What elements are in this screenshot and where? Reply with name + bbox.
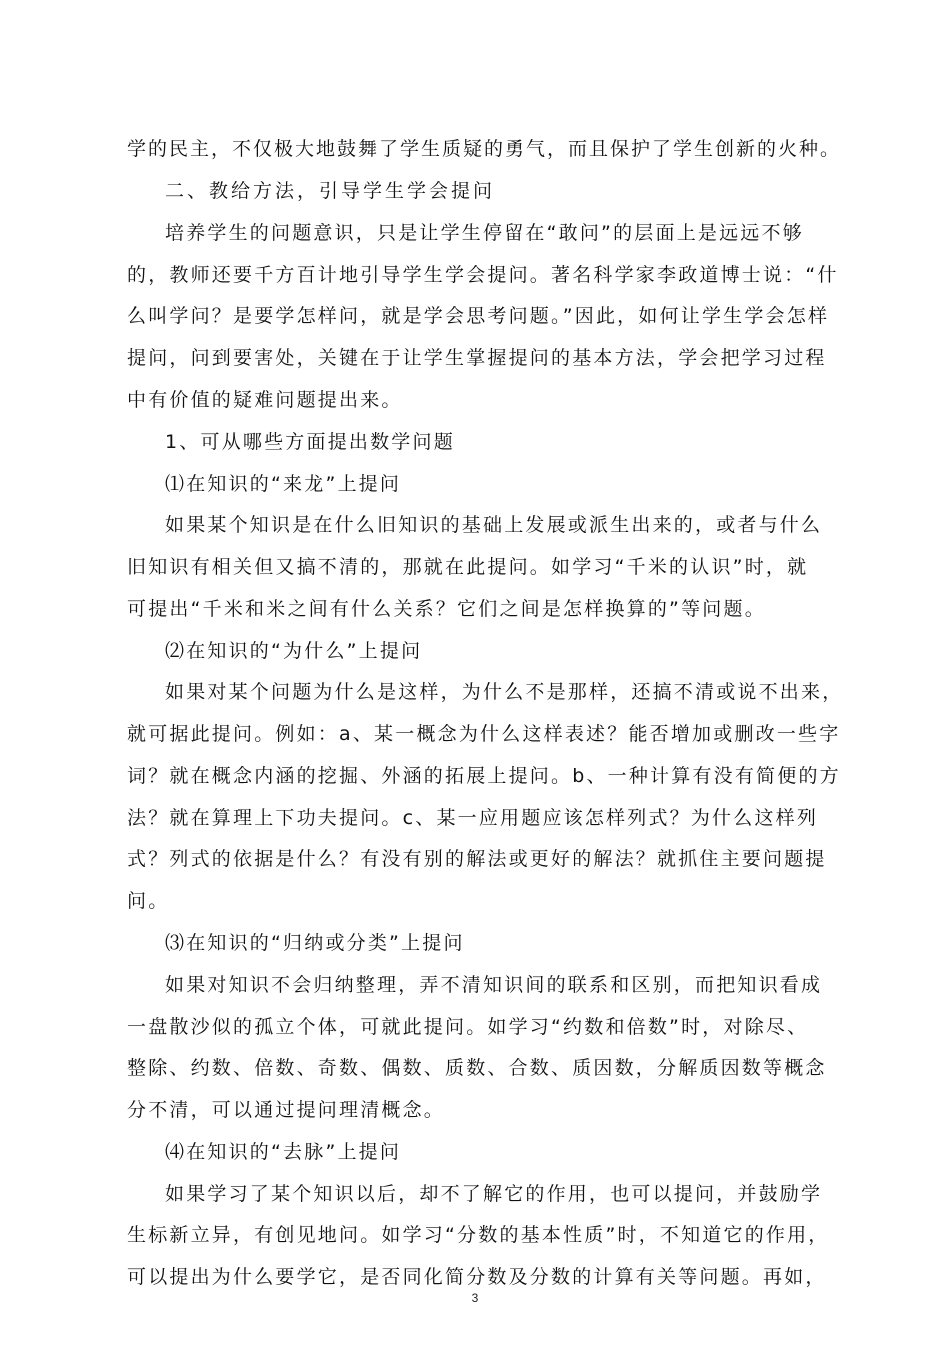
text-line-19: 问。 xyxy=(127,890,170,912)
text-line-15: 就可据此提问。例如：a、某一概念为什么这样表述？能否增加或删改一些字 xyxy=(127,723,841,745)
text-line-22: 一盘散沙似的孤立个体，可就此提问。如学习“约数和倍数”时，对除尽、 xyxy=(127,1016,809,1038)
text-line-21: 如果对知识不会归纳整理，弄不清知识间的联系和区别，而把知识看成 xyxy=(165,974,823,996)
text-line-23: 整除、约数、倍数、奇数、偶数、质数、合数、质因数，分解质因数等概念 xyxy=(127,1057,827,1079)
text-line-26: 如果学习了某个知识以后，却不了解它的作用，也可以提问，并鼓励学 xyxy=(165,1183,823,1205)
subheading-1: 1、可从哪些方面提出数学问题 xyxy=(165,431,455,453)
text-line-28: 可以提出为什么要学它，是否同化简分数及分数的计算有关等问题。再如， xyxy=(127,1266,827,1288)
text-line-24: 分不清，可以通过提问理清概念。 xyxy=(127,1099,446,1121)
text-line-14: 如果对某个问题为什么是这样，为什么不是那样，还搞不清或说不出来， xyxy=(165,681,844,703)
subheading-1-4: ⑷在知识的“去脉”上提问 xyxy=(165,1141,402,1163)
text-line-27: 生标新立异，有创见地问。如学习“分数的基本性质”时，不知道它的作用， xyxy=(127,1224,830,1246)
text-line-7: 中有价值的疑难问题提出来。 xyxy=(127,389,403,411)
text-line-18: 式？列式的依据是什么？有没有别的解法或更好的解法？就抓住主要问题提 xyxy=(127,848,827,870)
subheading-1-3: ⑶在知识的“归纳或分类”上提问 xyxy=(165,932,465,954)
text-line-3: 培养学生的问题意识，只是让学生停留在“敢问”的层面上是远远不够 xyxy=(165,222,804,244)
text-line-16: 词？就在概念内涵的挖掘、外涵的拓展上提问。b、一种计算有没有简便的方 xyxy=(127,765,841,787)
text-line-10: 如果某个知识是在什么旧知识的基础上发展或派生出来的，或者与什么 xyxy=(165,514,823,536)
section-heading: 二、教给方法，引导学生学会提问 xyxy=(165,180,496,202)
text-line-6: 提问，问到要害处，关键在于让学生掌握提问的基本方法，学会把学习过程 xyxy=(127,347,827,369)
text-line-5: 么叫学问？是要学怎样问，就是学会思考问题。”因此，如何让学生学会怎样 xyxy=(127,305,830,327)
subheading-1-1: ⑴在知识的“来龙”上提问 xyxy=(165,473,402,495)
text-line-1: 学的民主，不仅极大地鼓舞了学生质疑的勇气，而且保护了学生创新的火种。 xyxy=(127,138,842,160)
text-line-11: 旧知识有相关但又搞不清的，那就在此提问。如学习“千米的认识”时，就 xyxy=(127,556,809,578)
text-line-4: 的，教师还要千方百计地引导学生学会提问。著名科学家李政道博士说：“什 xyxy=(127,264,839,286)
subheading-1-2: ⑵在知识的“为什么”上提问 xyxy=(165,640,423,662)
text-line-12: 可提出“千米和米之间有什么关系？它们之间是怎样换算的”等问题。 xyxy=(127,598,766,620)
page-number: 3 xyxy=(471,1291,479,1305)
text-line-17: 法？就在算理上下功夫提问。c、某一应用题应该怎样列式？为什么这样列 xyxy=(127,807,819,829)
